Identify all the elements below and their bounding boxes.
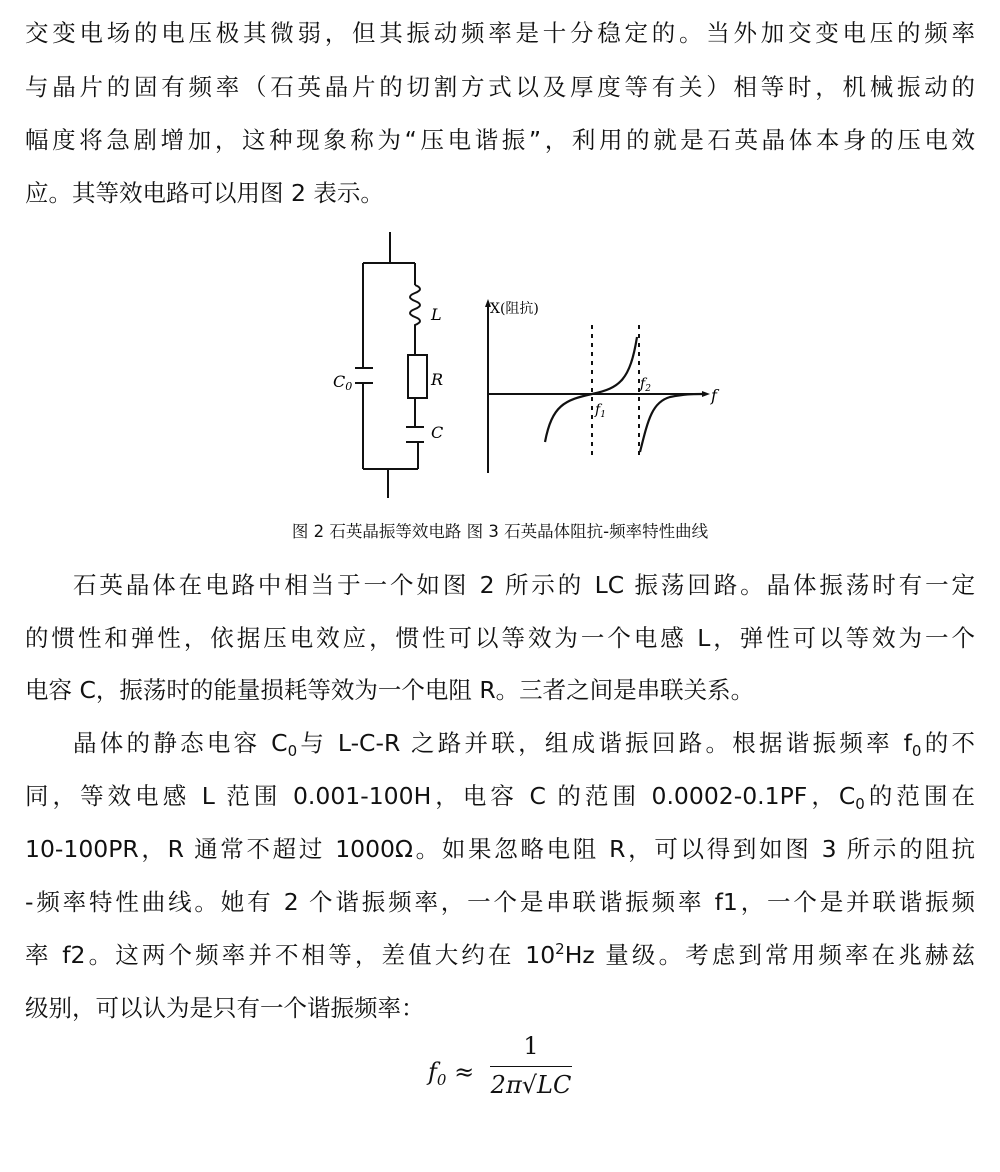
text-line [25,834,975,864]
text-line [25,125,975,155]
text-segment: -频率特性曲线。她有 2 个谐振频率，一个是串联谐振频率 f1，一个是并联谐振频 [25,888,975,916]
text-line [73,728,975,758]
label-l: L [431,305,442,324]
equivalent-circuit-diagram [355,232,427,498]
label-f1: $f_1$ [595,402,606,420]
resistor-symbol [408,355,427,398]
text-line [25,940,975,970]
text-line [25,178,975,208]
text-segment: 率 f2。这两个频率并不相等，差值大约在 10 [25,941,556,969]
text-segment: 10-100PR，R 通常不超过 1000Ω。如果忽略电阻 R，可以得到如图 3 所示的阻抗 [25,835,975,863]
figure-caption: 图 2 石英晶振等效电路 图 3 石英晶体阻抗-频率特性曲线 [291,522,709,541]
fraction-bar [490,1066,572,1067]
text-segment: 晶体的静态电容 C [73,729,288,757]
text-segment: 0 [855,795,865,813]
text-line [25,993,975,1023]
text-line [25,623,975,653]
impedance-frequency-graph [485,299,710,473]
text-segment: 级别，可以认为是只有一个谐振频率： [25,994,425,1022]
text-line [25,781,975,811]
formula-fraction [490,1032,572,1099]
text-segment: Hz 量级。考虑到常用频率在兆赫兹 [564,941,975,969]
text-segment: 0 [287,742,298,760]
text-segment: 与 L-C-R 之路并联，组成谐振回路。根据谐振频率 f [297,729,912,757]
formula-denominator: 2π√LC [490,1071,572,1099]
text-line [25,887,975,917]
text-segment: 的不 [921,729,976,757]
text-segment: 0 [911,742,922,760]
text-segment: 2 [555,940,565,958]
x-axis-arrow [702,391,710,397]
formula-numerator: 1 [523,1032,539,1060]
text-segment: 与晶片的固有频率（石英晶片的切割方式以及厚度等有关）相等时，机械振动的 [25,73,975,101]
text-segment: 的范围在 [864,782,976,810]
label-r: R [431,370,444,389]
text-line [25,72,975,102]
curve-parallel-branch [640,394,702,452]
figure-circuit-and-impedance-curve [320,220,740,520]
text-segment: 应。其等效电路可以用图 2 表示。 [25,179,384,207]
text-line [73,570,975,600]
x-axis-label: f [711,386,717,405]
text-segment: 石英晶体在电路中相当于一个如图 2 所示的 LC 振荡回路。晶体振荡时有一定 [73,571,975,599]
text-line [25,18,975,48]
text-segment: 的惯性和弹性，依据压电效应，惯性可以等效为一个电感 L，弹性可以等效为一个 [25,624,975,652]
text-segment: 电容 C，振荡时的能量损耗等效为一个电阻 R。三者之间是串联关系。 [25,676,755,704]
inductor-symbol [410,285,420,355]
text-segment: 同，等效电感 L 范围 0.001-100H，电容 C 的范围 0.0002-0.1PF，C [25,782,856,810]
label-f2: $f_2$ [640,376,651,394]
text-segment: 幅度将急剧增加，这种现象称为“压电谐振”，利用的就是石英晶体本身的压电效 [25,126,975,154]
label-c: C [431,423,444,442]
y-axis-label: X(阻抗) [490,301,539,317]
label-c0: C0 [333,372,353,393]
text-segment: 交变电场的电压极其微弱，但其振动频率是十分稳定的。当外加交变电压的频率 [25,19,975,47]
text-line [25,675,975,705]
formula-lhs: $f_0$ ≈ [428,1058,475,1089]
